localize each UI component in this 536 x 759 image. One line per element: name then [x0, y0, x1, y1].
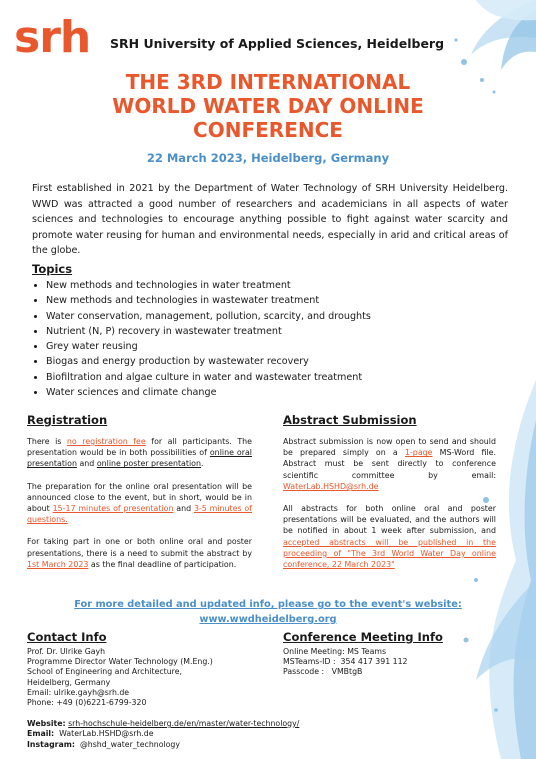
university-name: SRH University of Applied Sciences, Heidelberg	[110, 36, 445, 51]
meeting-heading: Conference Meeting Info	[283, 630, 443, 644]
text: and	[173, 504, 194, 514]
text: and	[76, 459, 97, 469]
publication-highlight: accepted abstracts will be published in the proceeding of "The 3rd World Water Day online conference, 22 March 2023"	[283, 537, 496, 570]
one-page-highlight: 1-page	[404, 448, 433, 458]
meeting-details	[283, 647, 483, 678]
poster-presentation-highlight: online poster presentation	[96, 459, 201, 469]
meeting-platform-row	[283, 647, 483, 657]
contact-line: Prof. Dr. Ulrike Gayh	[27, 647, 106, 656]
topic-item: • Water sciences and climate change	[46, 385, 466, 400]
meeting-id-value: 354 417 391 112	[340, 657, 408, 667]
contact-heading: Contact Info	[27, 630, 107, 644]
abstract-email-link[interactable]: WaterLab.HSHD@srh.de	[283, 481, 379, 491]
conference-date: 22 March 2023, Heidelberg, Germany	[146, 151, 390, 165]
meeting-passcode-row	[283, 667, 483, 677]
meeting-id-row	[283, 657, 483, 667]
contact-line: Programme Director Water Technology (M.Eng.)	[27, 657, 213, 667]
presentation-time-highlight: 15-17 minutes of presentation	[52, 504, 174, 514]
deadline-date-highlight: 1st March 2023	[27, 559, 89, 569]
meeting-passcode-value: VMBtgB	[331, 667, 363, 677]
footer-website-row	[27, 719, 467, 729]
footer-instagram-link[interactable]: @hshd_water_technology	[79, 739, 180, 749]
title-line-3: CONFERENCE	[193, 118, 343, 142]
contact-line: School of Engineering and Architecture,	[27, 667, 182, 677]
topic-item: • Water conservation, management, pollution, scarcity, and droughts	[46, 309, 466, 324]
topic-item: • Nutrient (N, P) recovery in wastewater treatment	[46, 324, 466, 339]
abstract-submission-paragraph	[283, 436, 496, 492]
website-info-text: For more detailed and updated info, please go to the event's website:	[74, 599, 462, 610]
footer-email-row	[27, 729, 467, 739]
deadline-paragraph	[27, 536, 252, 570]
text: All abstracts for both online oral and poster presentations will be evaluated, and the authors will be notified in about 1 week after submission, and	[283, 504, 496, 536]
topic-item: • Biogas and energy production by wastewater recovery	[46, 354, 466, 369]
registration-fee-paragraph	[27, 436, 252, 470]
meeting-platform-value: MS Teams	[347, 647, 387, 656]
footer-website-link[interactable]: srh-hochschule-heidelberg.de/en/master/water-technology/	[68, 719, 300, 728]
text: .	[201, 459, 204, 469]
contact-line: Heidelberg, Germany	[27, 677, 111, 687]
footer-links	[27, 719, 467, 750]
footer-email-label: Email:	[27, 729, 55, 739]
contact-phone: Phone: +49 (0)6221-6799-320	[27, 698, 147, 708]
topic-item: • Biofiltration and algae culture in water and wastewater treatment	[46, 370, 466, 385]
text: There is	[27, 437, 67, 446]
website-link[interactable]: www.wwdheidelberg.org	[199, 614, 337, 625]
text: as the final deadline of participation.	[88, 559, 237, 569]
footer-website-label: Website:	[27, 719, 66, 728]
text: Abstract submission is now open to send and should be prepared simply on a	[283, 437, 496, 458]
no-fee-highlight: no registration fee	[66, 437, 146, 446]
abstract-section	[283, 436, 496, 581]
footer-instagram-label: Instagram:	[27, 739, 76, 749]
topics-heading: Topics	[32, 262, 73, 276]
topic-item: • Grey water reusing	[46, 339, 466, 354]
meeting-platform-label: Online Meeting:	[283, 647, 345, 656]
srh-logo: srh	[14, 12, 91, 63]
topic-item: • New methods and technologies in water treatment	[46, 278, 466, 293]
evaluation-paragraph	[283, 503, 496, 570]
topic-item: • New methods and technologies in wastewater treatment	[46, 293, 466, 308]
conference-title	[40, 70, 496, 142]
intro-paragraph: First established in 2021 by the Department of Water Technology of SRH University Heidelberg. WWD was attracted a good number of researchers and academicians in all aspects of water sciences and technologies to encourage anything possible to fight against water scarcity and promote water reusing for human and environmental needs, especially in arid and critical areas of the globe.	[32, 183, 508, 256]
website-info	[0, 597, 536, 627]
text: MS-Word file. Abstract must be sent directly to conference scientific committee by email:	[283, 448, 496, 480]
meeting-passcode-label: Passcode :	[283, 667, 325, 677]
abstract-heading: Abstract Submission	[283, 413, 417, 427]
contact-email[interactable]: Email: ulrike.gayh@srh.de	[27, 687, 130, 697]
questions-time-highlight: 3-5 minutes of questions.	[27, 504, 252, 525]
registration-section	[27, 436, 252, 581]
registration-heading: Registration	[27, 413, 108, 427]
presentation-format-paragraph	[27, 481, 252, 526]
text: For taking part in one or both online oral and poster presentations, there is a need to submit the abstract by	[27, 537, 252, 558]
title-line-1: THE 3RD INTERNATIONAL	[125, 70, 411, 94]
oral-presentation-highlight: online oral presentation	[27, 448, 252, 469]
text: The preparation for the online oral presentation will be announced close to the event, but in short, would be in about	[27, 481, 252, 514]
contact-details	[27, 647, 267, 708]
footer-instagram-row	[27, 740, 467, 750]
footer-email-link[interactable]: WaterLab.HSHD@srh.de	[59, 729, 154, 739]
topics-list	[30, 278, 466, 400]
meeting-id-label: MSTeams-ID :	[283, 657, 336, 667]
text: for all participants. The presentation would be in both possibilities of	[27, 437, 253, 458]
title-line-2: WORLD WATER DAY ONLINE	[112, 94, 424, 118]
